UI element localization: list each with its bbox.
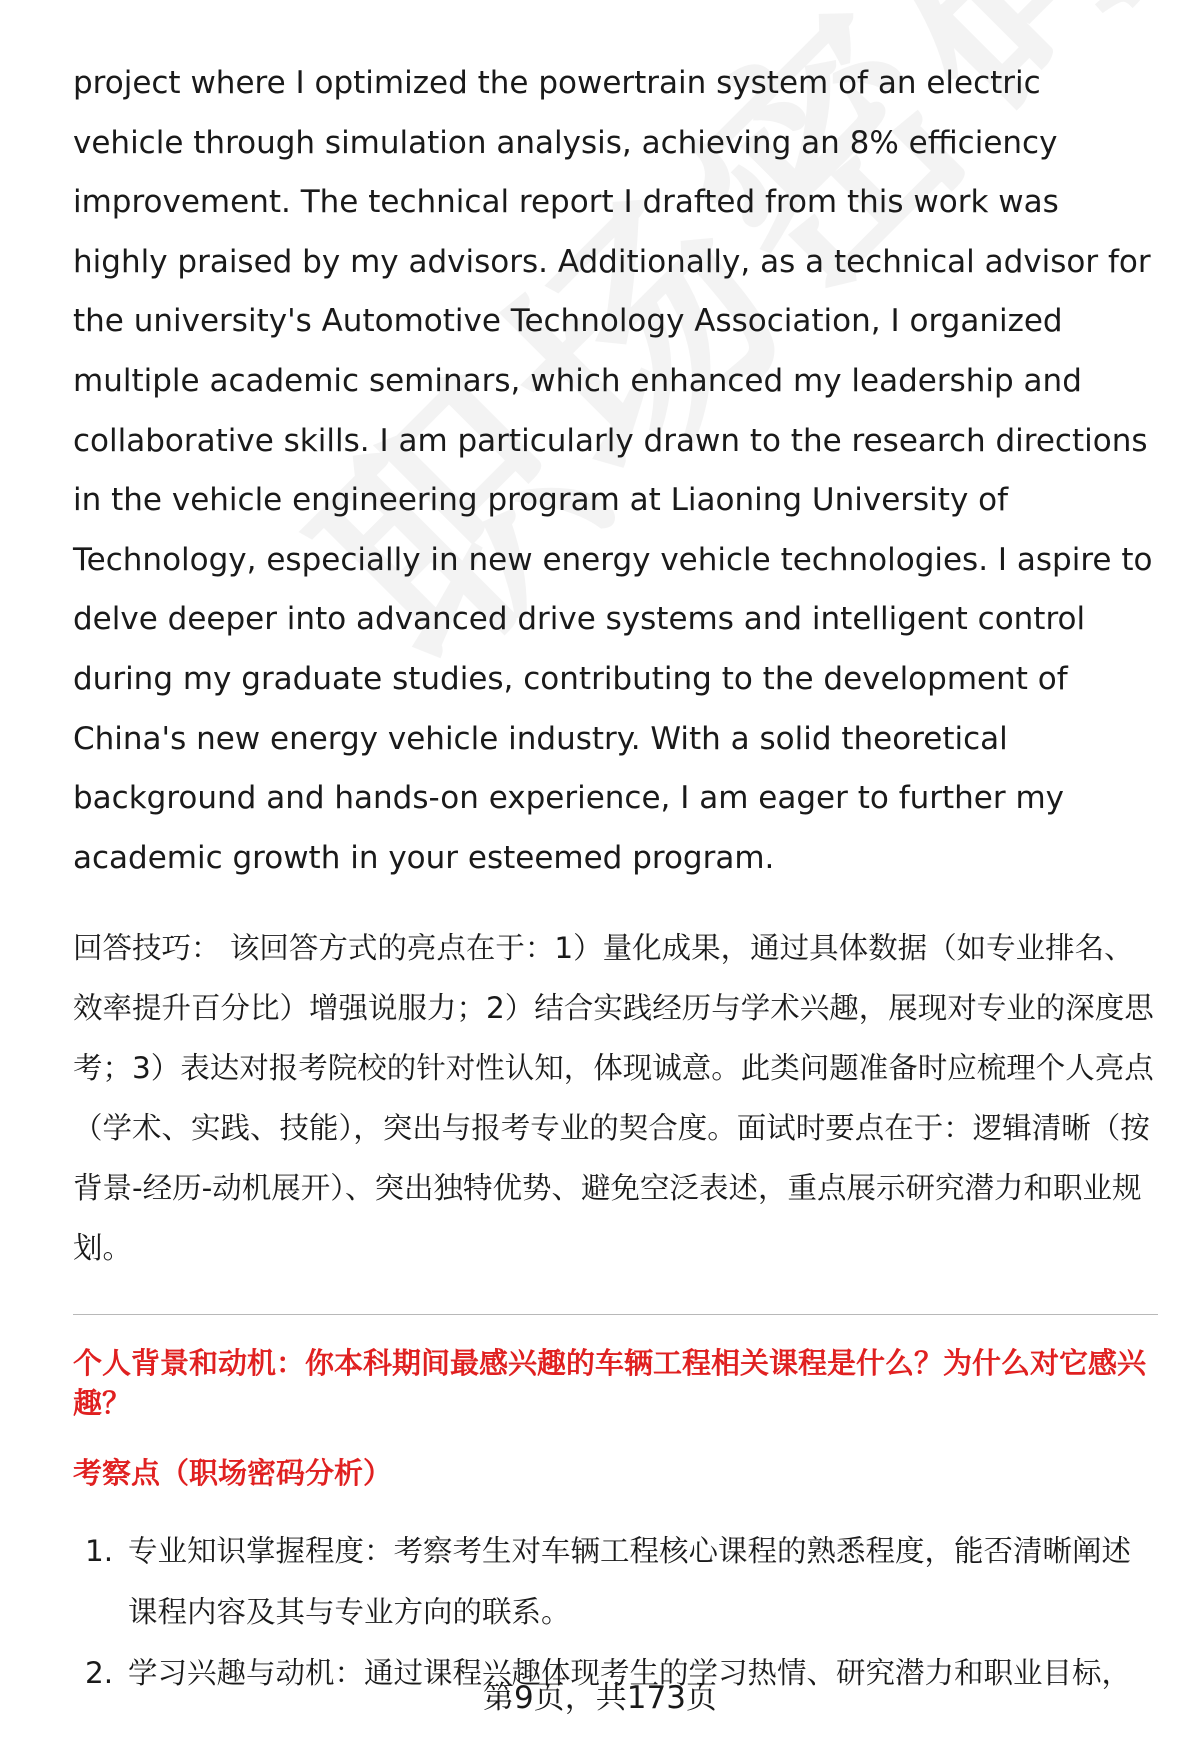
tips-text: 该回答方式的亮点在于：1）量化成果，通过具体数据（如专业排名、效率提升百分比）增强说服力；2）结合实践经历与学术兴趣，展现对专业的深度思考；3）表达对报考院校的针对性认知，体现诚意。此类问题准备时应梳理个人亮点（学术、实践、技能），突出与报考专业的契合度。面试时要点在于：逻辑清晰（按背景-经历-动机展开）、突出独特优势、避免空泛表述，重点展示研究潜力和职业规划。 bbox=[73, 931, 1154, 1266]
list-item bbox=[73, 1521, 1158, 1643]
question-heading: 个人背景和动机：你本科期间最感兴趣的车辆工程相关课程是什么？为什么对它感兴趣？ bbox=[73, 1346, 1147, 1421]
list-item-number: 2. bbox=[85, 1656, 114, 1691]
page-content bbox=[73, 54, 1158, 1704]
list-item-text: 专业知识掌握程度：考察考生对车辆工程核心课程的熟悉程度，能否清晰阐述课程内容及其与专业方向的联系。 bbox=[128, 1534, 1132, 1630]
list-item-number: 1. bbox=[85, 1534, 114, 1569]
list-item-text: 学习兴趣与动机：通过课程兴趣体现考生的学习热情、研究潜力和职业目标， bbox=[128, 1656, 1132, 1691]
answer-tips bbox=[73, 918, 1158, 1278]
analysis-section-title: 考察点（职场密码分析） bbox=[73, 1456, 393, 1491]
answer-paragraph: project where I optimized the powertrain system of an electric vehicle through simulation analysis, achieving an 8% efficiency improvement. The technical report I drafted from this work was highly praised by my advisors. Additionally, as a technical advisor for the university's Automotive Technology Association, I organized multiple academic seminars, which enhanced my leadership and collaborative skills. I am particularly drawn to the research directions in the vehicle engineering program at Liaoning University of Technology, especially in new energy vehicle technologies. I aspire to delve deeper into advanced drive systems and intelligent control during my graduate studies, contributing to the development of China's new energy vehicle industry. With a solid theoretical background and hands-on experience, I am eager to further my academic growth in your esteemed program. bbox=[73, 65, 1153, 876]
tips-label: 回答技巧： bbox=[73, 931, 221, 966]
section-divider bbox=[73, 1314, 1158, 1315]
page-number-footer: 第9页，共173页 bbox=[483, 1680, 717, 1716]
